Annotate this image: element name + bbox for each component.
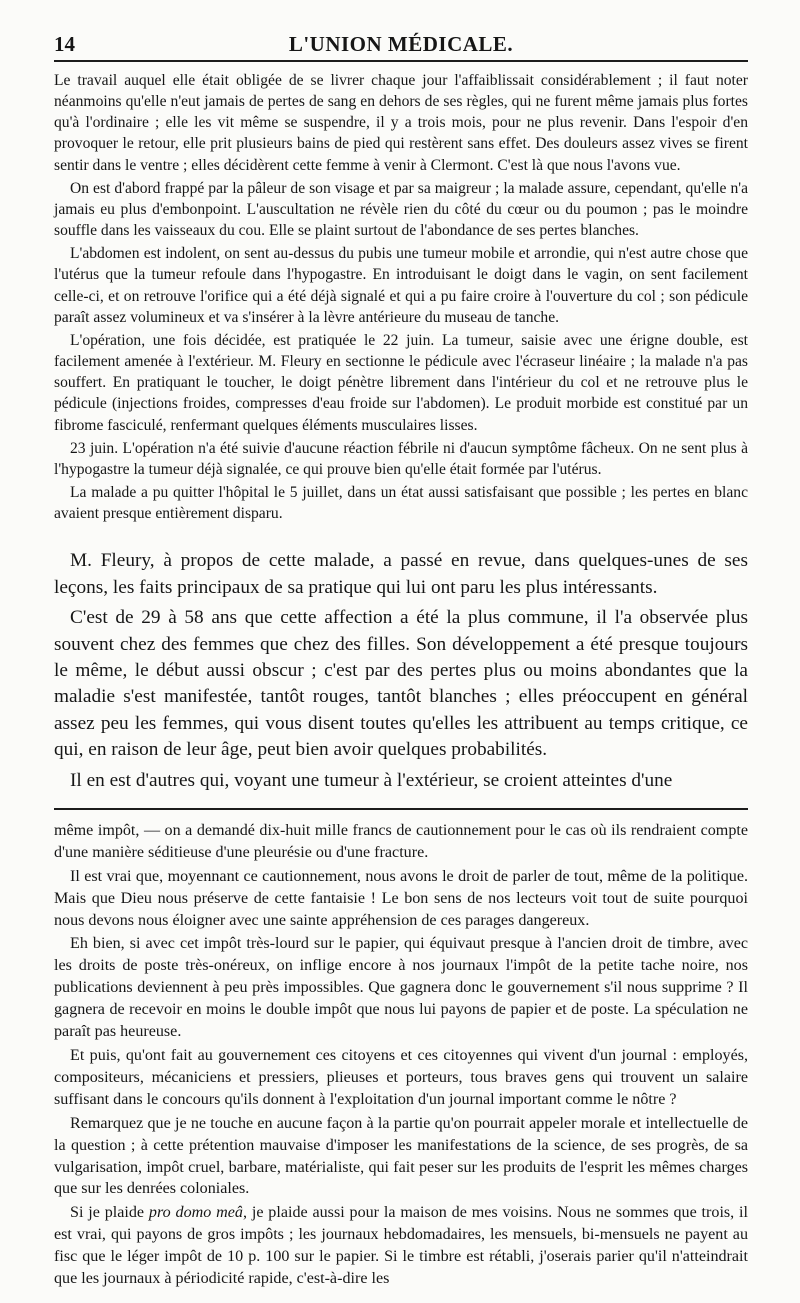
page-header xyxy=(54,26,748,62)
case-paragraph: L'abdomen est indolent, on sent au-dessus du pubis une tumeur mobile et arrondie, qui n'est autre chose que l'utérus que la tumeur refoule dans l'hypogastre. En introduisant le doigt dans le vagin, on sent facilement celle-ci, et on retrouve l'orifice qui a été déjà signalé et qui a pu faire croire à l'ouverture du col ; son pédicule paraît assez volumineux et va s'insérer à la lèvre antérieure du museau de tanche. xyxy=(54,245,748,326)
feuilleton-paragraph: même impôt, — on a demandé dix-huit mille francs de cautionnement pour le cas où ils rendraient compte d'une manière séditieuse d'une pleurésie ou d'une fracture. xyxy=(54,821,748,861)
case-report-section xyxy=(54,70,748,524)
discussion-paragraph: M. Fleury, à propos de cette malade, a passé en revue, dans quelques-unes de ses leçons, les faits principaux de sa pratique qui lui ont paru les plus intéressants. xyxy=(54,550,748,598)
discussion-paragraph: C'est de 29 à 58 ans que cette affection a été la plus commune, il l'a observée plus souvent chez des femmes que chez des filles. Son développement a été presque toujours le même, le début aussi obscur ; c'est par des pertes plus ou moins abondantes que la maladie s'est manifestée, tantôt rouges, tantôt blanches ; elles préoccupent en général assez peu les femmes, qui vous disent toutes qu'elles les attribuent au temps critique, ce qui, en raison de leur âge, peut bien avoir quelques probabilités. xyxy=(54,607,748,761)
feuilleton-paragraph: Et puis, qu'ont fait au gouvernement ces citoyens et ces citoyennes qui vivent d'un journal : employés, compositeurs, mécaniciens et pressiers, plieuses et porteurs, tous braves gens qui trouvent un salaire suffisant dans le concours qu'ils donnent à l'exploitation d'un journal important comme le nôtre ? xyxy=(54,1047,748,1108)
feuilleton-paragraph xyxy=(54,1202,748,1290)
feuilleton-divider xyxy=(54,808,748,810)
running-title: L'UNION MÉDICALE. xyxy=(288,32,514,56)
feuilleton-paragraph: Remarquez que je ne touche en aucune façon à la partie qu'on pourrait appeler morale et intellectuelle de la question ; à cette prétention mauvaise d'imposer les manifestations de la science, de ses progrès, de sa vulgarisation, impôt cruel, barbare, matérialiste, qui fait peser sur les produits de l'esprit les mêmes charges que sur les denrées coloniales. xyxy=(54,1114,748,1198)
feuilleton-text: , je plaide aussi pour la maison de mes voisins. Nous ne sommes que trois, il est vrai, qui payons de gros impôts ; les journaux hebdomadaires, les mensuels, bi-mensuels ne payent au fisc que le léger impôt de 10 p. 100 sur le papier. Si le timbre est rétabli, j'oserais parier qu'il n'atteindrait que les journaux à périodicité rapide, c'est-à-dire les xyxy=(54,1204,748,1288)
discussion-paragraph: Il en est d'autres qui, voyant une tumeur à l'extérieur, se croient atteintes d'une xyxy=(70,769,673,791)
case-paragraph: La malade a pu quitter l'hôpital le 5 juillet, dans un état aussi satisfaisant que possible ; les pertes en blanc avaient presque entièrement disparu. xyxy=(54,483,748,523)
case-paragraph: Le travail auquel elle était obligée de se livrer chaque jour l'affaiblissait considérablement ; il faut noter néanmoins qu'elle n'eut jamais de pertes de sang en dehors de ses règles, qui ne furent même jamais plus fortes qu'à l'ordinaire ; elle les vit même se suspendre, il y a trois mois, pour ne plus revenir. Dans l'espoir d'en provoquer le retour, elle prit plusieurs bains de pied qui restèrent sans effet. Des douleurs assez vives se firent sentir dans le ventre ; elles décidèrent cette femme à venir à Clermont. C'est là que nous l'avons vue. xyxy=(54,72,748,174)
case-paragraph: 23 juin. L'opération n'a été suivie d'aucune réaction fébrile ni d'aucun symptôme fâcheux. On ne sent plus à l'hypogastre la tumeur déjà signalée, ce qui prouve bien qu'elle était formée par l'utérus. xyxy=(54,439,748,478)
discussion-section xyxy=(54,548,748,794)
feuilleton-paragraph: Eh bien, si avec cet impôt très-lourd sur le papier, qui équivaut presque à l'ancien droit de timbre, avec les droits de poste très-onéreux, on inflige encore à nos journaux l'impôt de la petite tache noire, nos publications deviennent à peu près impossibles. Que gagnera donc le gouvernement s'il nous supprime ? Il gagnera de recevoir en moins le double impôt que nous lui payons de papier et de poste. La spéculation ne paraît pas heureuse. xyxy=(54,935,748,1041)
latin-phrase: pro domo meâ xyxy=(148,1204,243,1222)
feuilleton-text: Si je plaide xyxy=(70,1204,149,1222)
case-paragraph: On est d'abord frappé par la pâleur de son visage et par sa maigreur ; la malade assure, cependant, qu'elle n'a jamais eu plus d'embonpoint. L'auscultation ne révèle rien du côté du cœur ou du poumon ; pas le moindre souffle dans les vaisseaux du cou. Elle se plaint surtout de l'abondance de ses pertes blanches. xyxy=(54,179,748,240)
case-paragraph: L'opération, une fois décidée, est pratiquée le 22 juin. La tumeur, saisie avec une érigne double, est facilement amenée à l'extérieur. M. Fleury en sectionne le pédicule avec l'écraseur linéaire ; la malade n'a pas souffert. En pratiquant le toucher, le doigt pénètre librement dans l'intérieur du col et ne retrouve plus le pédicule (injections froides, compresses d'eau froide sur l'abdomen). Le produit morbide est constitué par un fibrome fasciculé, renfermant quelques éléments musculaires lisses. xyxy=(54,331,748,434)
feuilleton-section xyxy=(54,820,748,1290)
page-number: 14 xyxy=(54,32,75,56)
feuilleton-paragraph: Il est vrai que, moyennant ce cautionnement, nous avons le droit de parler de tout, même de la politique. Mais que Dieu nous préserve de cette fantaisie ! Le bon sens de nos lecteurs voit tout de suite pourquoi nous devons nous éloigner avec une sainte appréhension de ces parages dangereux. xyxy=(54,867,748,929)
